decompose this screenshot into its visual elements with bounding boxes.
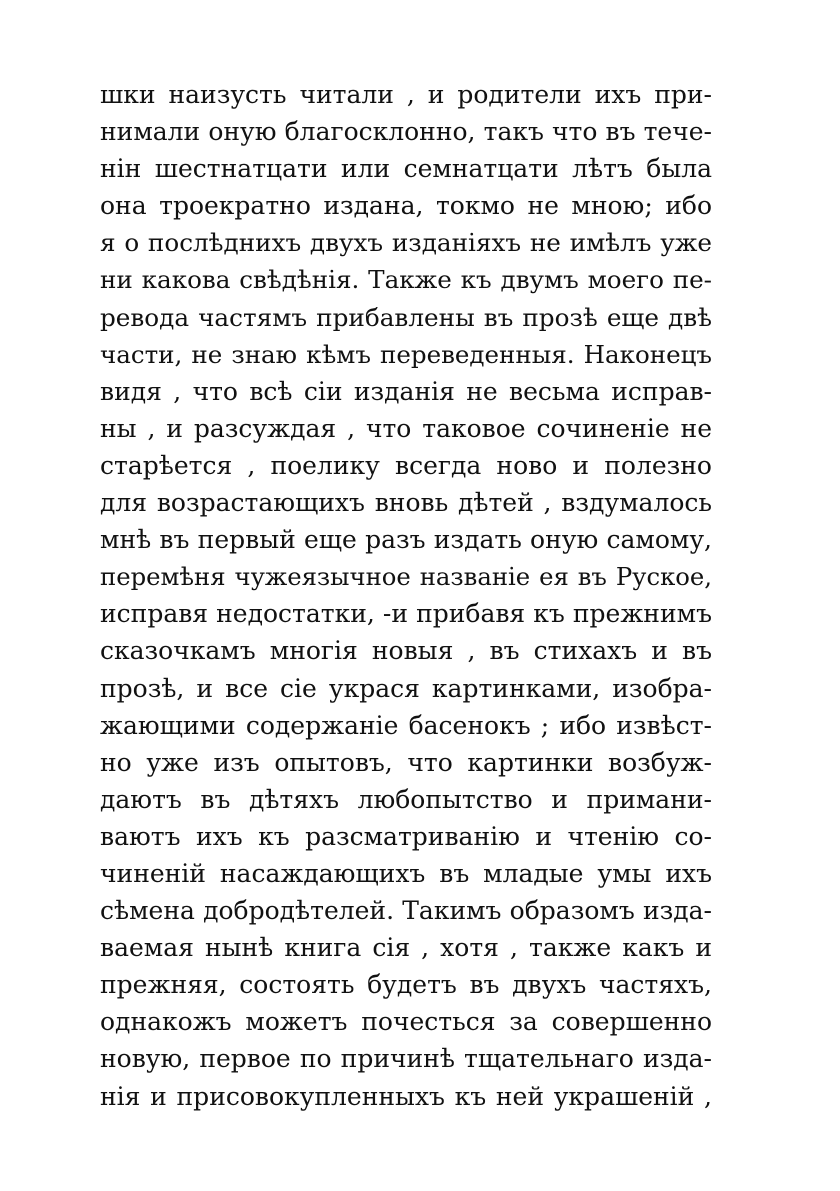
text-line: ни какова свѣдѣнія. Также къ двумъ моего пе-	[100, 265, 712, 295]
text-line: мнѣ въ первый еще разъ издать оную самому,	[100, 525, 712, 555]
text-line: ны , и разсуждая , что таковое сочиненіе не	[100, 413, 712, 443]
text-line: даютъ въ дѣтяхъ любопытство и примани-	[100, 784, 712, 814]
text-line: нія и присовокупленныхъ къ ней украшеній ,	[100, 1081, 712, 1111]
text-line: я о послѣднихъ двухъ изданіяхъ не имѣлъ уже	[100, 228, 712, 258]
text-line: старѣется , поелику всегда ново и полезно	[100, 450, 712, 480]
text-line: однакожъ можетъ почесться за совершенно	[100, 1007, 712, 1037]
text-line: новую, первое по причинѣ тщательнаго изда-	[100, 1044, 712, 1074]
text-line: шки наизусть читали , и родители ихъ при-	[100, 80, 712, 109]
text-line: части, не знаю кѣмъ переведенныя. Наконецъ	[100, 339, 712, 369]
text-line: чиненій насаждающихъ въ младые умы ихъ	[100, 858, 712, 888]
text-line: перемѣня чужеязычное названіе ея въ Руское,	[100, 562, 712, 592]
text-line: ваемая нынѣ книга сія , хотя , также какъ и	[100, 933, 712, 963]
text-line: исправя недостатки, -и прибавя къ прежнимъ	[100, 599, 712, 629]
text-line: прежняя, состоять будетъ въ двухъ частяхъ,	[100, 970, 712, 1000]
text-line: нимали оную благосклонно, такъ что въ тече-	[100, 117, 712, 147]
body-text	[100, 76, 712, 1115]
text-line: но уже изъ опытовъ, что картинки возбуж-	[100, 747, 712, 777]
text-line: ревода частямъ прибавлены въ прозѣ еще двѣ	[100, 302, 712, 332]
text-line: прозѣ, и все сіе украся картинками, изобра-	[100, 673, 712, 703]
text-line: видя , что всѣ сіи изданія не весьма исправ-	[100, 376, 712, 406]
text-line: сказочкамъ многія новыя , въ стихахъ и въ	[100, 636, 712, 666]
text-line: жающими содержаніе басенокъ ; ибо извѣст-	[100, 710, 712, 740]
text-line: сѣмена добродѣтелей. Такимъ образомъ изда-	[100, 896, 712, 926]
text-line: она троекратно издана, токмо не мною; ибо	[100, 191, 712, 221]
text-line: для возрастающихъ вновь дѣтей , вздумалось	[100, 488, 712, 518]
text-line: ваютъ ихъ къ разсматриванію и чтенію со-	[100, 821, 712, 851]
text-line: нін шестнатцати или семнатцати лѣтъ была	[100, 154, 712, 184]
